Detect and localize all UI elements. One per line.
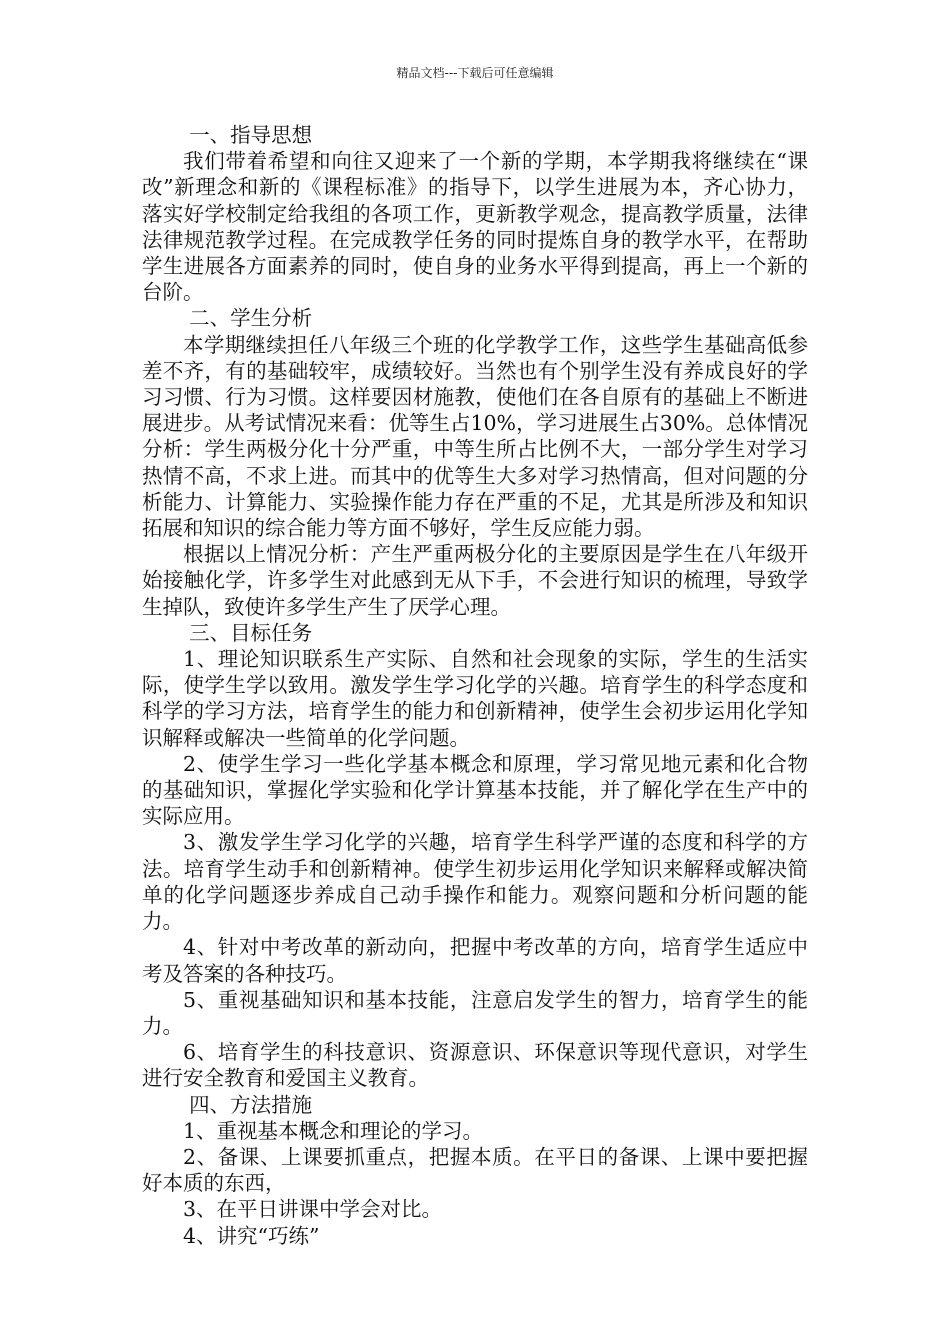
section-heading: 三、目标任务: [189, 620, 313, 645]
paragraph: 2、使学生学习一些化学基本概念和原理，学习常见地元素和化合物的基础知识，掌握化学实验和化学计算基本技能，并了解化学在生产中的实际应用。: [142, 751, 808, 829]
paragraph: 3、激发学生学习化学的兴趣，培育学生科学严谨的态度和科学的方法。培育学生动手和创新精神。使学生初步运用化学知识来解释或解决简单的化学问题逐步养成自己动手操作和能力。观察问题和分析问题的能力。: [142, 830, 808, 934]
section-heading: 四、方法措施: [189, 1092, 313, 1117]
section-heading: 一、指导思想: [189, 123, 313, 147]
paragraph: 4、讲究“巧练”: [183, 1223, 320, 1248]
paragraph: 4、针对中考改革的新动向，把握中考改革的方向，培育学生适应中考及答案的各种技巧。: [142, 935, 808, 986]
paragraph: 2、备课、上课要抓重点，把握本质。在平日的备课、上课中要把握好本质的东西，: [142, 1144, 808, 1196]
paragraph: 本学期继续担任八年级三个班的化学教学工作，这些学生基础高低参差不齐，有的基础较牢，成绩较好。当然也有个别学生没有养成良好的学习习惯、行为习惯。这样要因材施教，使他们在各自原有的基础上不断进展进步。从考试情况来看：优等生占10%，学习进展生占30%。总体情况分析：学生两极分化十分严重，中等生所占比例不大，一部分学生对学习热情不高，不求上进。而其中的优等生大多对学习热情高，但对问题的分析能力、计算能力、实验操作能力存在严重的不足，尤其是所涉及和知识拓展和知识的综合能力等方面不够好，学生反应能力弱。: [142, 332, 808, 541]
document-body: [142, 122, 808, 1249]
paragraph: 5、重视基础知识和基本技能，注意启发学生的智力，培育学生的能力。: [142, 987, 808, 1038]
paragraph: 3、在平日讲课中学会对比。: [183, 1197, 443, 1222]
paragraph: 根据以上情况分析：产生严重两极分化的主要原因是学生在八年级开始接触化学，许多学生对此感到无从下手，不会进行知识的梳理，导致学生掉队，致使许多学生产生了厌学心理。: [142, 542, 808, 619]
paragraph: 6、培育学生的科技意识、资源意识、环保意识等现代意识，对学生进行安全教育和爱国主义教育。: [142, 1040, 808, 1091]
paragraph: 1、重视基本概念和理论的学习。: [183, 1118, 484, 1143]
section-heading: 二、学生分析: [189, 306, 313, 331]
paragraph: 1、理论知识联系生产实际、自然和社会现象的实际，学生的生活实际，使学生学以致用。激发学生学习化学的兴趣。培育学生的科学态度和科学的学习方法，培育学生的能力和创新精神，使学生会初步运用化学知识解释或解决一些简单的化学问题。: [142, 647, 808, 750]
paragraph: 我们带着希望和向往又迎来了一个新的学期，本学期我将继续在“课改”新理念和新的《课程标准》的指导下，以学生进展为本，齐心协力，落实好学校制定给我组的各项工作，更新教学观念，提高教学质量，法律法律规范教学过程。在完成教学任务的同时提炼自身的教学水平，在帮助学生进展各方面素养的同时，使自身的业务水平得到提高，再上一个新的台阶。: [142, 149, 808, 305]
page-header: 精品文档---下载后可任意编辑: [396, 66, 554, 80]
